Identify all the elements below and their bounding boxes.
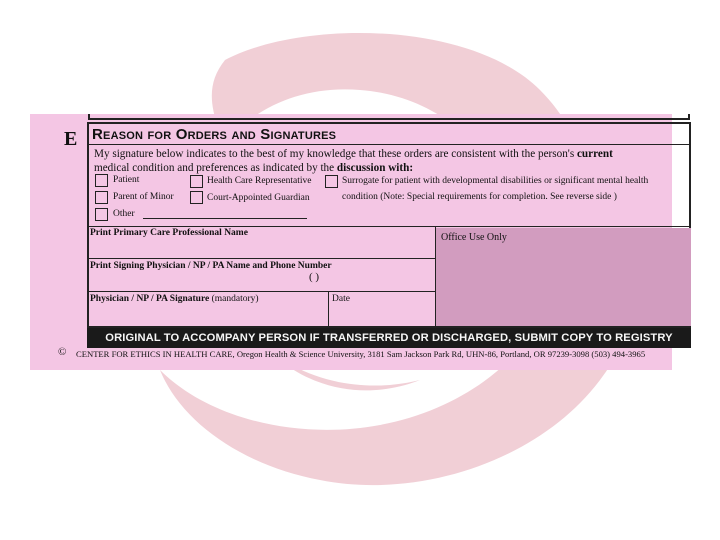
- health-care-rep-label: Health Care Representative: [207, 176, 312, 186]
- routing-instruction-bar: ORIGINAL TO ACCOMPANY PERSON IF TRANSFERRED OR DISCHARGED, SUBMIT COPY TO REGISTRY: [87, 328, 691, 348]
- fields-top-rule: [87, 226, 691, 227]
- parent-of-minor-label: Parent of Minor: [113, 192, 174, 202]
- health-care-rep-checkbox[interactable]: [190, 175, 203, 188]
- other-entry-line[interactable]: [143, 218, 307, 219]
- office-divider: [435, 226, 436, 328]
- title-rule: [87, 144, 691, 145]
- date-label: Date: [332, 294, 350, 304]
- other-label: Other: [113, 209, 135, 219]
- section-title: Reason for Orders and Signatures: [92, 126, 337, 143]
- publisher-credit: CENTER FOR ETHICS IN HEALTH CARE, Oregon Health & Science University, 3181 Sam Jackson Park Rd, UHN-86, Portland, OR 97239-3098 (503) 494-3965: [76, 349, 646, 359]
- primary-care-rule: [87, 258, 436, 259]
- other-checkbox[interactable]: [95, 208, 108, 221]
- intro-paragraph: My signature below indicates to the best of my knowledge that these orders are consistent with the person's current medical condition and preferences as indicated by the discussion with:: [94, 148, 613, 174]
- pink-form-section: [30, 114, 672, 370]
- court-guardian-label: Court-Appointed Guardian: [207, 193, 310, 203]
- surrogate-checkbox[interactable]: [325, 175, 338, 188]
- primary-care-label: Print Primary Care Professional Name: [90, 228, 248, 238]
- office-use-label: Office Use Only: [441, 232, 507, 243]
- patient-checkbox[interactable]: [95, 174, 108, 187]
- previous-section-edge: [88, 114, 690, 120]
- date-divider: [328, 291, 329, 328]
- surrogate-label-line2: condition (Note: Special requirements for completion. See reverse side ): [342, 192, 617, 202]
- phone-parentheses: ( ): [309, 271, 320, 283]
- section-letter: E: [64, 128, 78, 150]
- signing-physician-label: Print Signing Physician / NP / PA Name and Phone Number: [90, 261, 332, 271]
- signing-physician-rule: [87, 291, 436, 292]
- patient-label: Patient: [113, 175, 140, 185]
- parent-of-minor-checkbox[interactable]: [95, 191, 108, 204]
- court-guardian-checkbox[interactable]: [190, 191, 203, 204]
- signature-label: Physician / NP / PA Signature (mandatory): [90, 294, 259, 304]
- copyright-symbol: ©: [58, 346, 67, 358]
- surrogate-label-line1: Surrogate for patient with developmental disabilities or significant mental health: [342, 176, 649, 186]
